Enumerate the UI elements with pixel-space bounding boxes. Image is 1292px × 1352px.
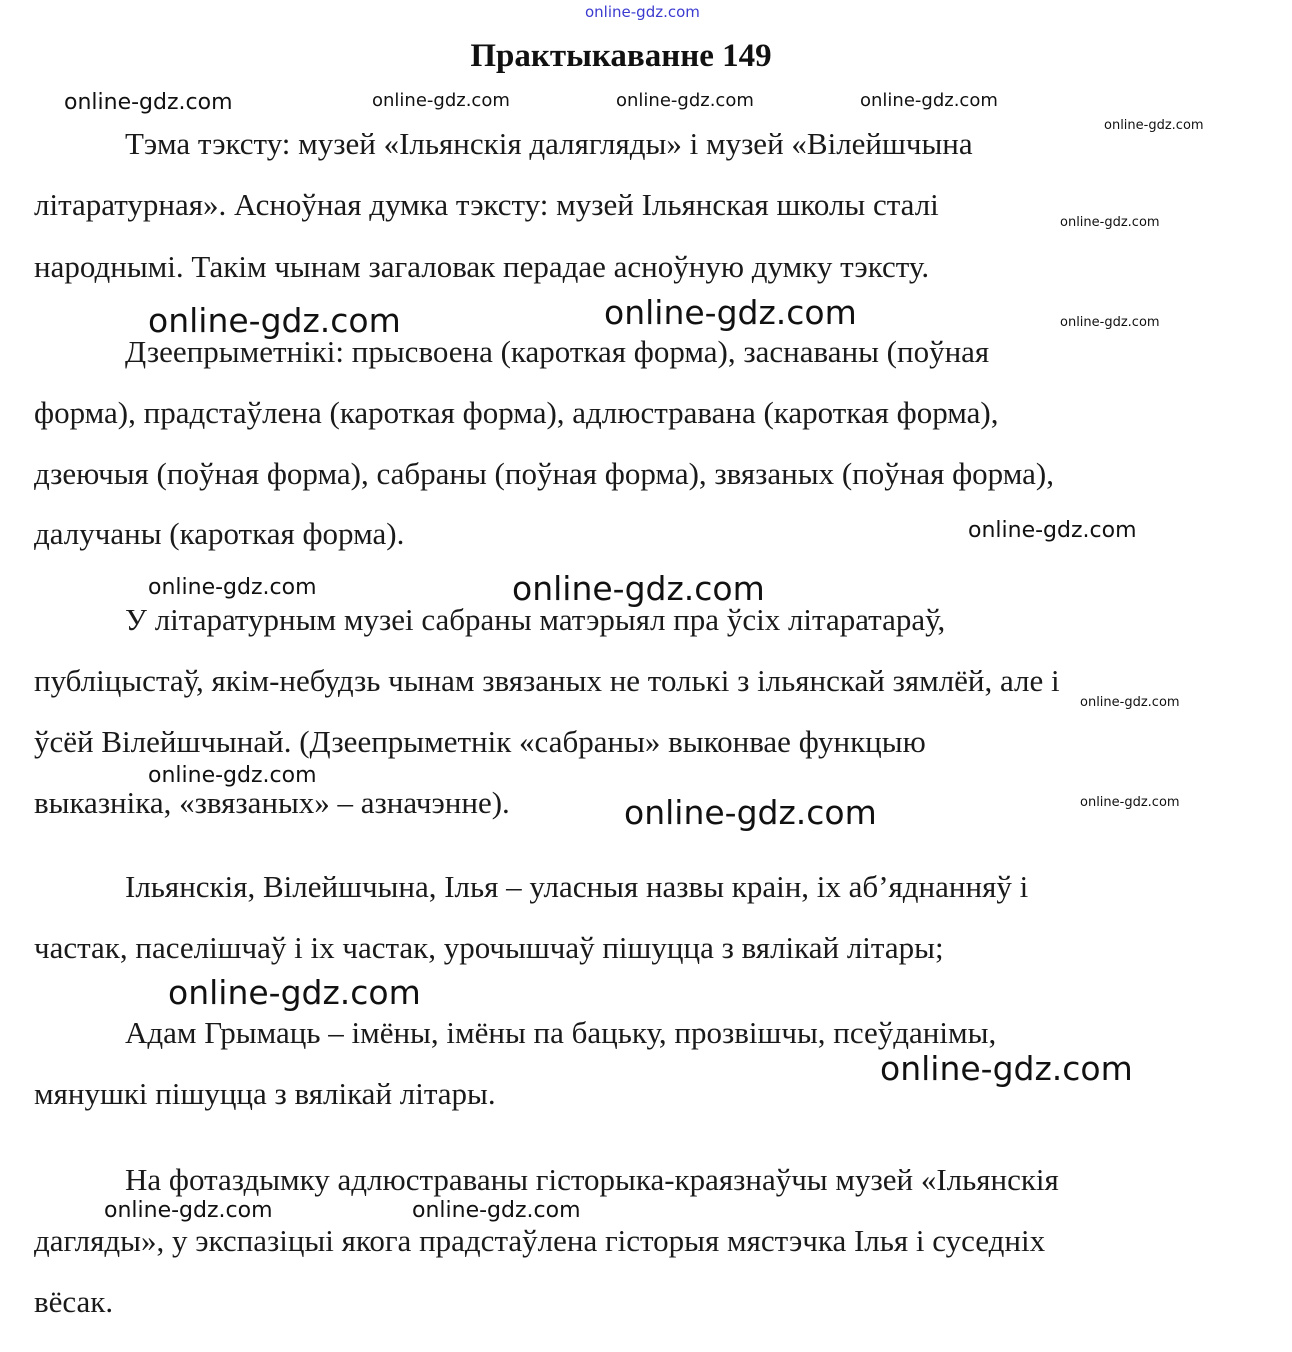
paragraph-1-line-3: народнымі. Такім чынам загаловак перадае асноўную думку тэксту.: [34, 249, 930, 284]
watermark: online-gdz.com: [168, 973, 421, 1012]
paragraph-2-line-2: форма), прадстаўлена (кароткая форма), адлюстравана (кароткая форма),: [34, 395, 999, 430]
watermark-top: online-gdz.com: [585, 3, 700, 21]
paragraph-6-line-3: вёсак.: [34, 1284, 114, 1319]
watermark: online-gdz.com: [148, 301, 401, 340]
watermark: online-gdz.com: [968, 518, 1137, 543]
watermark: online-gdz.com: [1104, 118, 1204, 133]
page-title: Практыкаванне 149: [470, 38, 772, 74]
paragraph-2-line-4: далучаны (кароткая форма).: [34, 516, 405, 551]
paragraph-5-line-2: мянушкі пішуцца з вялікай літары.: [34, 1076, 496, 1111]
paragraph-2-line-3: дзеючыя (поўная форма), сабраны (поўная форма), звязаных (поўная форма),: [34, 456, 1054, 491]
paragraph-5-line-1: Адам Грымаць – імёны, імёны па бацьку, прозвішчы, псеўданімы,: [125, 1015, 997, 1050]
watermark: online-gdz.com: [1080, 695, 1180, 710]
paragraph-1-line-2: літаратурная». Асноўная думка тэксту: музей Ільянская школы сталі: [34, 187, 939, 222]
paragraph-4-line-2: частак, паселішчаў і іх частак, урочышчаў пішуцца з вялікай літары;: [34, 930, 944, 965]
paragraph-3-line-3: ўсёй Вілейшчынай. (Дзеепрыметнік «сабраны» выконвае функцыю: [34, 724, 926, 759]
watermark: online-gdz.com: [624, 793, 877, 832]
watermark: online-gdz.com: [412, 1198, 581, 1223]
paragraph-6-line-1: На фотаздымку адлюстраваны гісторыка-краязнаўчы музей «Ільянскія: [125, 1162, 1059, 1197]
watermark: online-gdz.com: [860, 90, 998, 111]
watermark: online-gdz.com: [616, 90, 754, 111]
watermark: online-gdz.com: [512, 569, 765, 608]
paragraph-1-line-1: Тэма тэксту: музей «Ільянскія далягляды» і музей «Вілейшчына: [125, 126, 973, 161]
watermark: online-gdz.com: [148, 763, 317, 788]
watermark: online-gdz.com: [880, 1049, 1133, 1088]
watermark: online-gdz.com: [1060, 315, 1160, 330]
paragraph-3-line-4: выказніка, «звязаных» – азначэнне).: [34, 785, 510, 820]
watermark: online-gdz.com: [1060, 215, 1160, 230]
watermark: online-gdz.com: [148, 575, 317, 600]
watermark: online-gdz.com: [1080, 795, 1180, 810]
watermark: online-gdz.com: [372, 90, 510, 111]
paragraph-3-line-2: публіцыстаў, якім-небудзь чынам звязаных не толькі з ільянскай зямлёй, але і: [34, 663, 1060, 698]
watermark: online-gdz.com: [604, 293, 857, 332]
watermark: online-gdz.com: [104, 1198, 273, 1223]
paragraph-6-line-2: дагляды», у экспазіцыі якога прадстаўлена гісторыя мястэчка Ілья і суседніх: [34, 1223, 1046, 1258]
paragraph-3-line-1: У літаратурным музеі сабраны матэрыял пра ўсіх літаратараў,: [125, 602, 946, 637]
paragraph-4-line-1: Ільянскія, Вілейшчына, Ілья – уласныя назвы краін, іх аб’яднанняў і: [125, 869, 1029, 904]
paragraph-2-line-1: Дзеепрыметнікі: прысвоена (кароткая форма), заснаваны (поўная: [125, 334, 990, 369]
watermark: online-gdz.com: [64, 90, 233, 115]
